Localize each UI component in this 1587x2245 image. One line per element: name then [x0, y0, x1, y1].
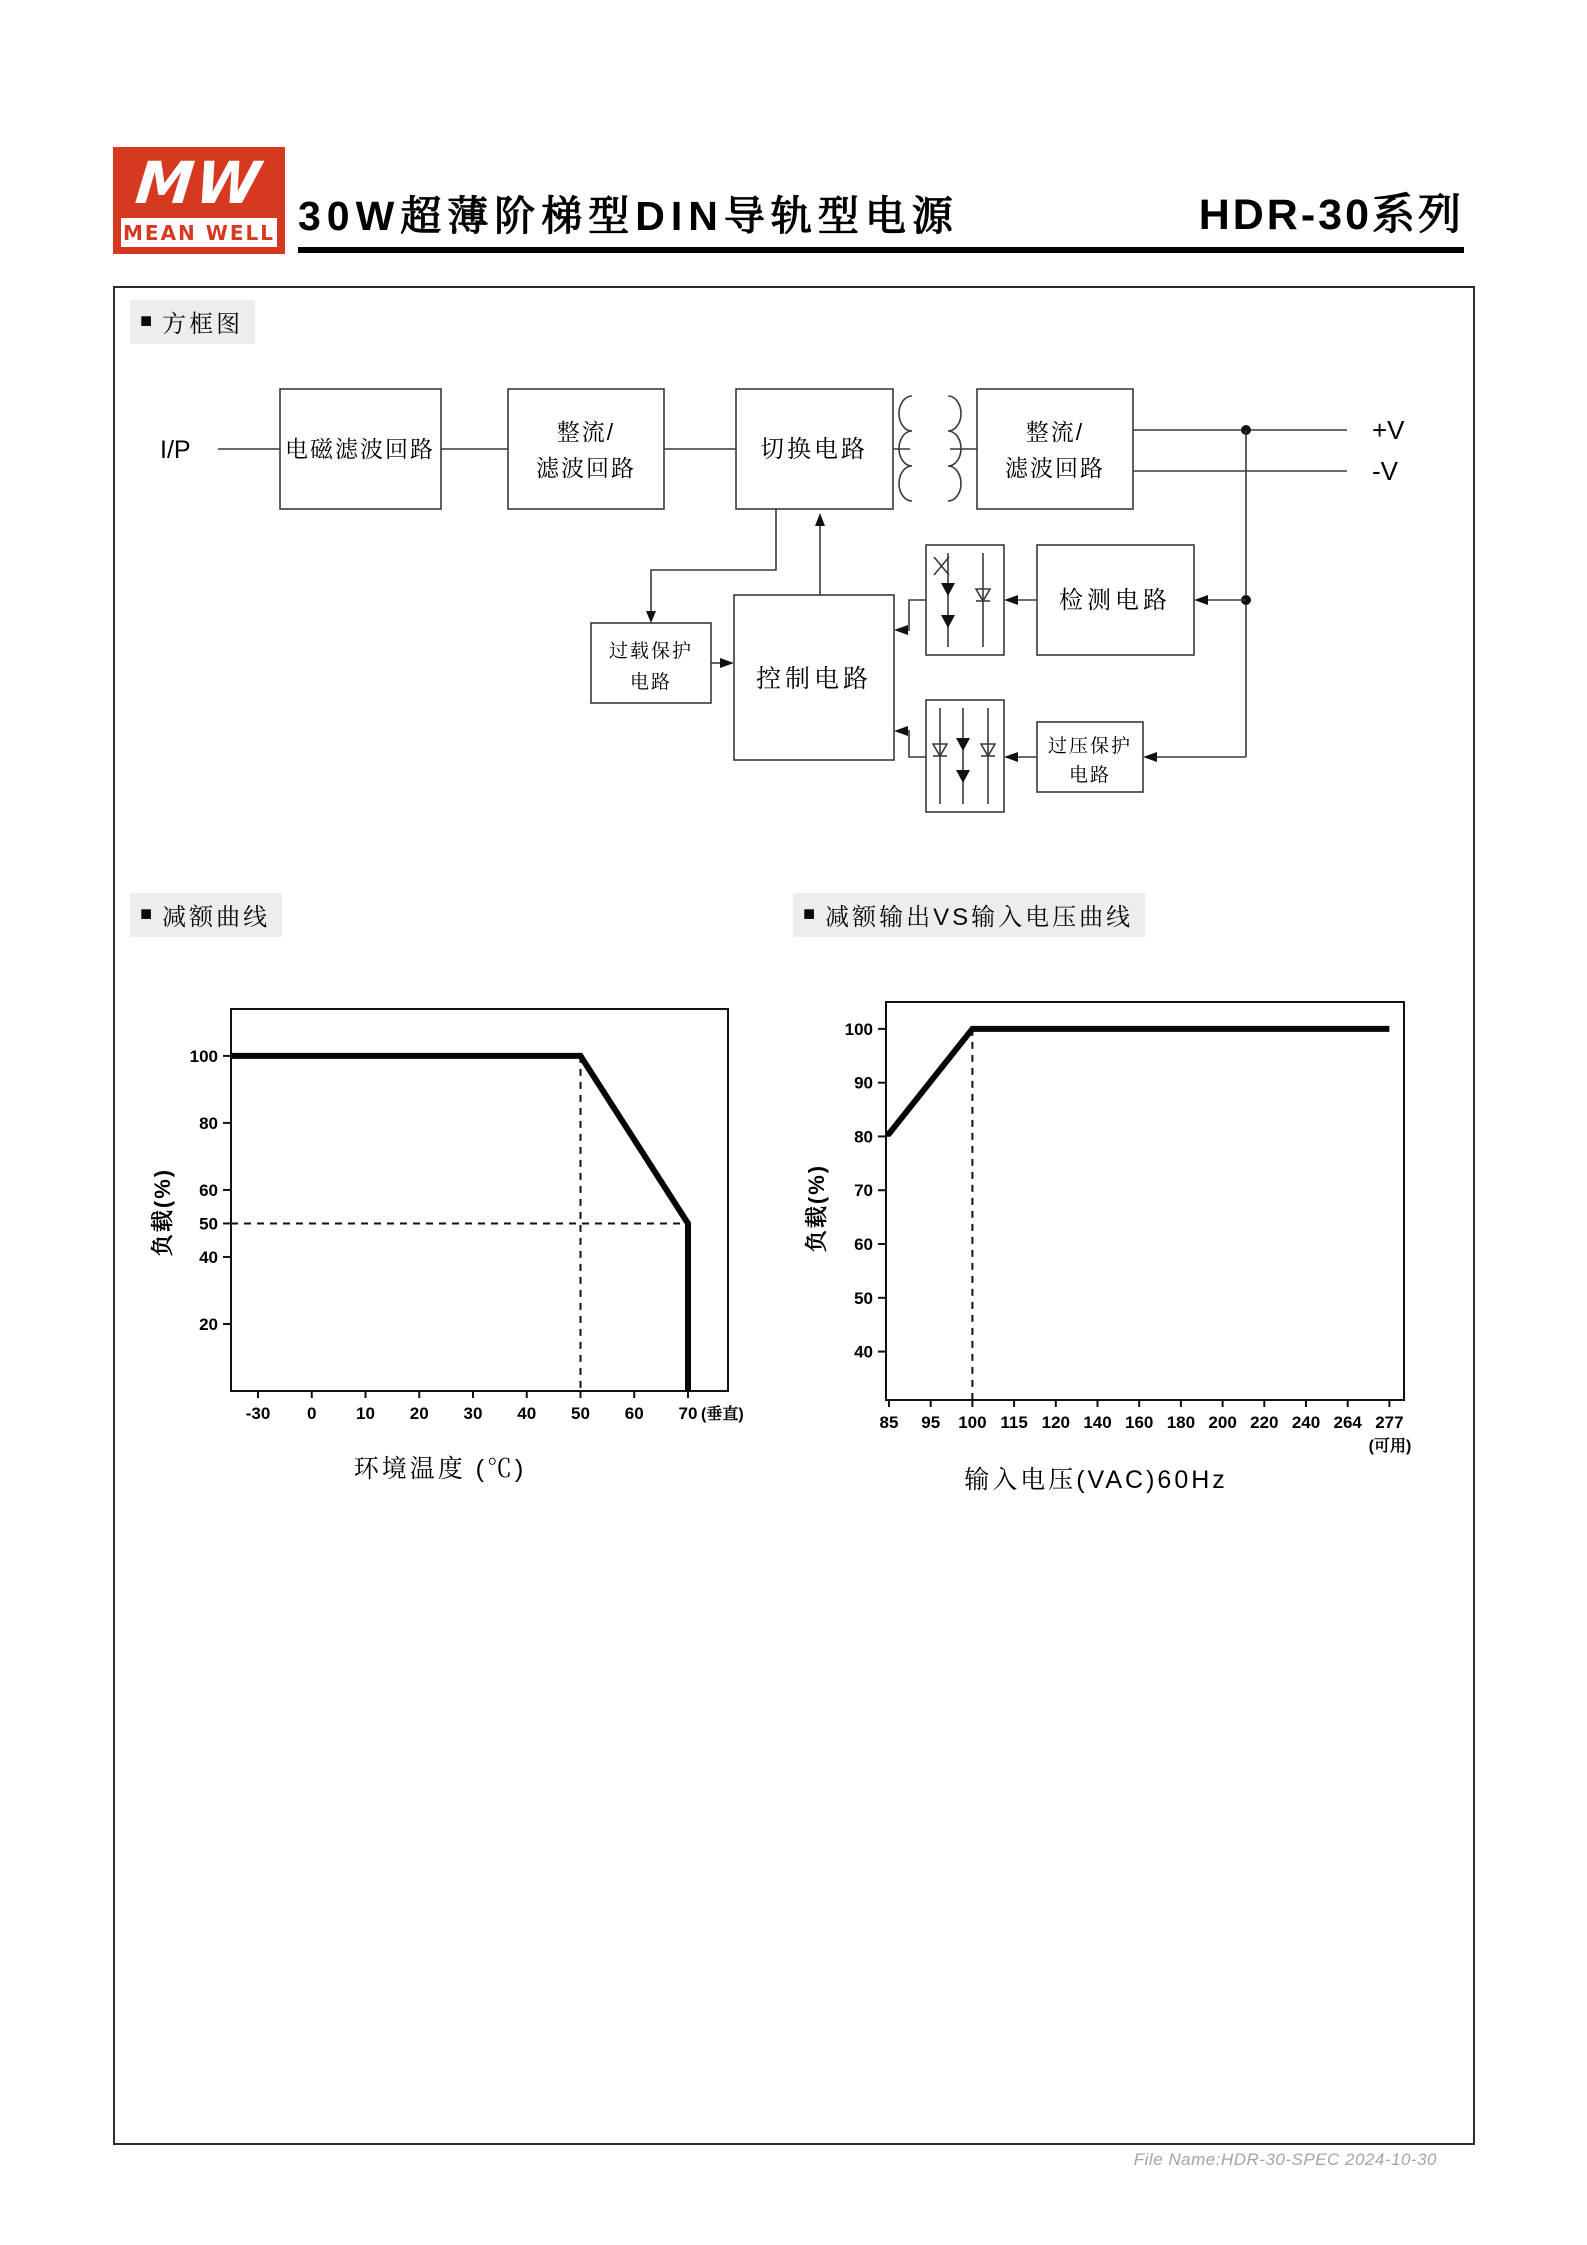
y-tick-label: 50 — [199, 1214, 218, 1234]
y-tick-label: 80 — [199, 1113, 218, 1133]
x-tick-label: 115 — [1000, 1413, 1028, 1432]
plot-frame — [886, 1002, 1404, 1400]
plot-frame — [231, 1009, 728, 1391]
x-tick-label: 140 — [1083, 1413, 1112, 1432]
output-terminal-icon — [1348, 423, 1362, 437]
x-axis-suffix: (垂直) — [701, 1406, 744, 1423]
y-axis-label: 负载(%) — [804, 1163, 829, 1253]
x-tick-label: 277 — [1375, 1413, 1404, 1432]
block-label: 滤波回路 — [536, 455, 636, 481]
arrowhead — [1004, 752, 1018, 762]
section-header-derating-curve — [130, 893, 282, 937]
curve-load-vs-input-voltage — [886, 1029, 1389, 1134]
derating-curve-chart — [140, 1000, 800, 1510]
arrowhead — [815, 513, 825, 526]
section-marker-icon: ■ — [140, 310, 153, 332]
y-tick-label: 80 — [854, 1127, 873, 1147]
optocoupler-2-icon — [926, 700, 1004, 812]
x-tick-label: 95 — [921, 1413, 941, 1432]
x-tick-label: 240 — [1291, 1413, 1321, 1432]
x-tick-label: 70 — [678, 1404, 698, 1423]
x-tick-label: 180 — [1166, 1413, 1196, 1432]
arrowhead — [894, 726, 908, 736]
arrowhead — [720, 658, 734, 668]
section-title: 减额输出VS输入电压曲线 — [825, 904, 1134, 931]
block-label: 整流/ — [1025, 419, 1085, 445]
y-tick-label: 100 — [844, 1019, 873, 1039]
wire — [901, 731, 926, 757]
block-detection-circuit — [1037, 545, 1194, 655]
meanwell-logo — [113, 147, 285, 254]
block-label: 过载保护 — [608, 641, 694, 662]
section-header-block-diagram — [130, 300, 255, 344]
y-tick-label: 50 — [854, 1288, 873, 1308]
y-tick-label: 100 — [189, 1046, 218, 1066]
y-tick-label: 20 — [199, 1314, 218, 1334]
block-emi-filter — [280, 389, 441, 509]
arrowhead — [646, 611, 656, 623]
x-tick-label: 60 — [624, 1404, 644, 1423]
arrowhead — [1194, 595, 1208, 605]
section-header-derating-vs-input — [793, 893, 1145, 937]
block-label: 检测电路 — [1059, 587, 1171, 614]
y-axis-label: 负载(%) — [150, 1167, 175, 1257]
logo-brand-strip — [121, 218, 277, 247]
x-tick-label: -30 — [245, 1404, 271, 1423]
block-label: 切换电路 — [760, 436, 868, 463]
logo-mw-glyph: MW — [132, 149, 266, 217]
section-marker-icon: ■ — [803, 903, 816, 925]
derating-vs-input-voltage-chart — [780, 990, 1480, 1510]
x-tick-label: 264 — [1333, 1413, 1362, 1432]
block-label: 滤波回路 — [1005, 455, 1105, 481]
x-tick-label: 30 — [463, 1404, 483, 1423]
block-control-circuit — [734, 595, 894, 760]
x-tick-label: 120 — [1041, 1413, 1070, 1432]
input-label: I/P — [160, 436, 191, 464]
input-terminal-icon — [208, 444, 218, 454]
file-name-note: File Name:HDR-30-SPEC 2024-10-30 — [1133, 2150, 1437, 2169]
block-rectifier-filter-1 — [508, 389, 664, 509]
arrowhead — [894, 625, 908, 635]
x-tick-label: 200 — [1208, 1413, 1237, 1432]
y-tick-label: 60 — [199, 1180, 218, 1200]
wire — [901, 600, 926, 630]
block-label: 电路 — [629, 672, 673, 693]
block-switching-circuit — [736, 389, 893, 509]
block-overload-protection — [591, 623, 711, 703]
block-overvoltage-protection — [1037, 722, 1143, 792]
x-tick-label: 100 — [958, 1413, 987, 1432]
block-label: 电磁滤波回路 — [285, 436, 435, 462]
block-label: 控制电路 — [755, 665, 873, 693]
transformer-icon — [893, 396, 977, 501]
block-label: 整流/ — [556, 419, 616, 445]
series-title: HDR-30系列 — [1198, 191, 1464, 239]
x-axis-label: 环境温度 (℃) — [353, 1455, 527, 1483]
output-terminal-icon — [1348, 464, 1362, 478]
logo-brand-text: MEAN WELL — [123, 220, 275, 245]
y-tick-label: 90 — [854, 1073, 873, 1093]
y-tick-label: 40 — [854, 1342, 873, 1362]
x-tick-label: 20 — [409, 1404, 429, 1423]
y-tick-label: 60 — [854, 1235, 873, 1255]
arrowhead — [1143, 752, 1157, 762]
x-tick-label: 10 — [356, 1404, 375, 1423]
y-tick-label: 40 — [199, 1247, 218, 1267]
section-title: 方框图 — [162, 311, 244, 338]
y-tick-label: 70 — [854, 1181, 873, 1201]
page-title: 30W超薄阶梯型DIN导轨型电源 — [298, 193, 959, 239]
x-axis-suffix: (可用) — [1368, 1438, 1412, 1455]
arrowhead — [1004, 595, 1018, 605]
x-axis-label: 输入电压(VAC)60Hz — [964, 1466, 1228, 1494]
x-tick-label: 50 — [571, 1404, 590, 1423]
x-tick-label: 40 — [517, 1404, 537, 1423]
output-pos-label: +V — [1372, 415, 1405, 445]
x-tick-label: 85 — [879, 1413, 899, 1432]
x-tick-label: 160 — [1125, 1413, 1154, 1432]
section-marker-icon: ■ — [140, 903, 153, 925]
block-rectifier-filter-2 — [977, 389, 1133, 509]
title-underline — [298, 247, 1464, 253]
block-diagram — [113, 355, 1468, 825]
section-title: 减额曲线 — [162, 904, 271, 931]
x-tick-label: 0 — [307, 1404, 317, 1423]
x-tick-label: 220 — [1250, 1413, 1279, 1432]
block-label: 电路 — [1068, 765, 1112, 786]
block-label: 过压保护 — [1047, 736, 1133, 757]
optocoupler-1-icon — [926, 545, 1004, 655]
output-neg-label: -V — [1372, 456, 1398, 486]
